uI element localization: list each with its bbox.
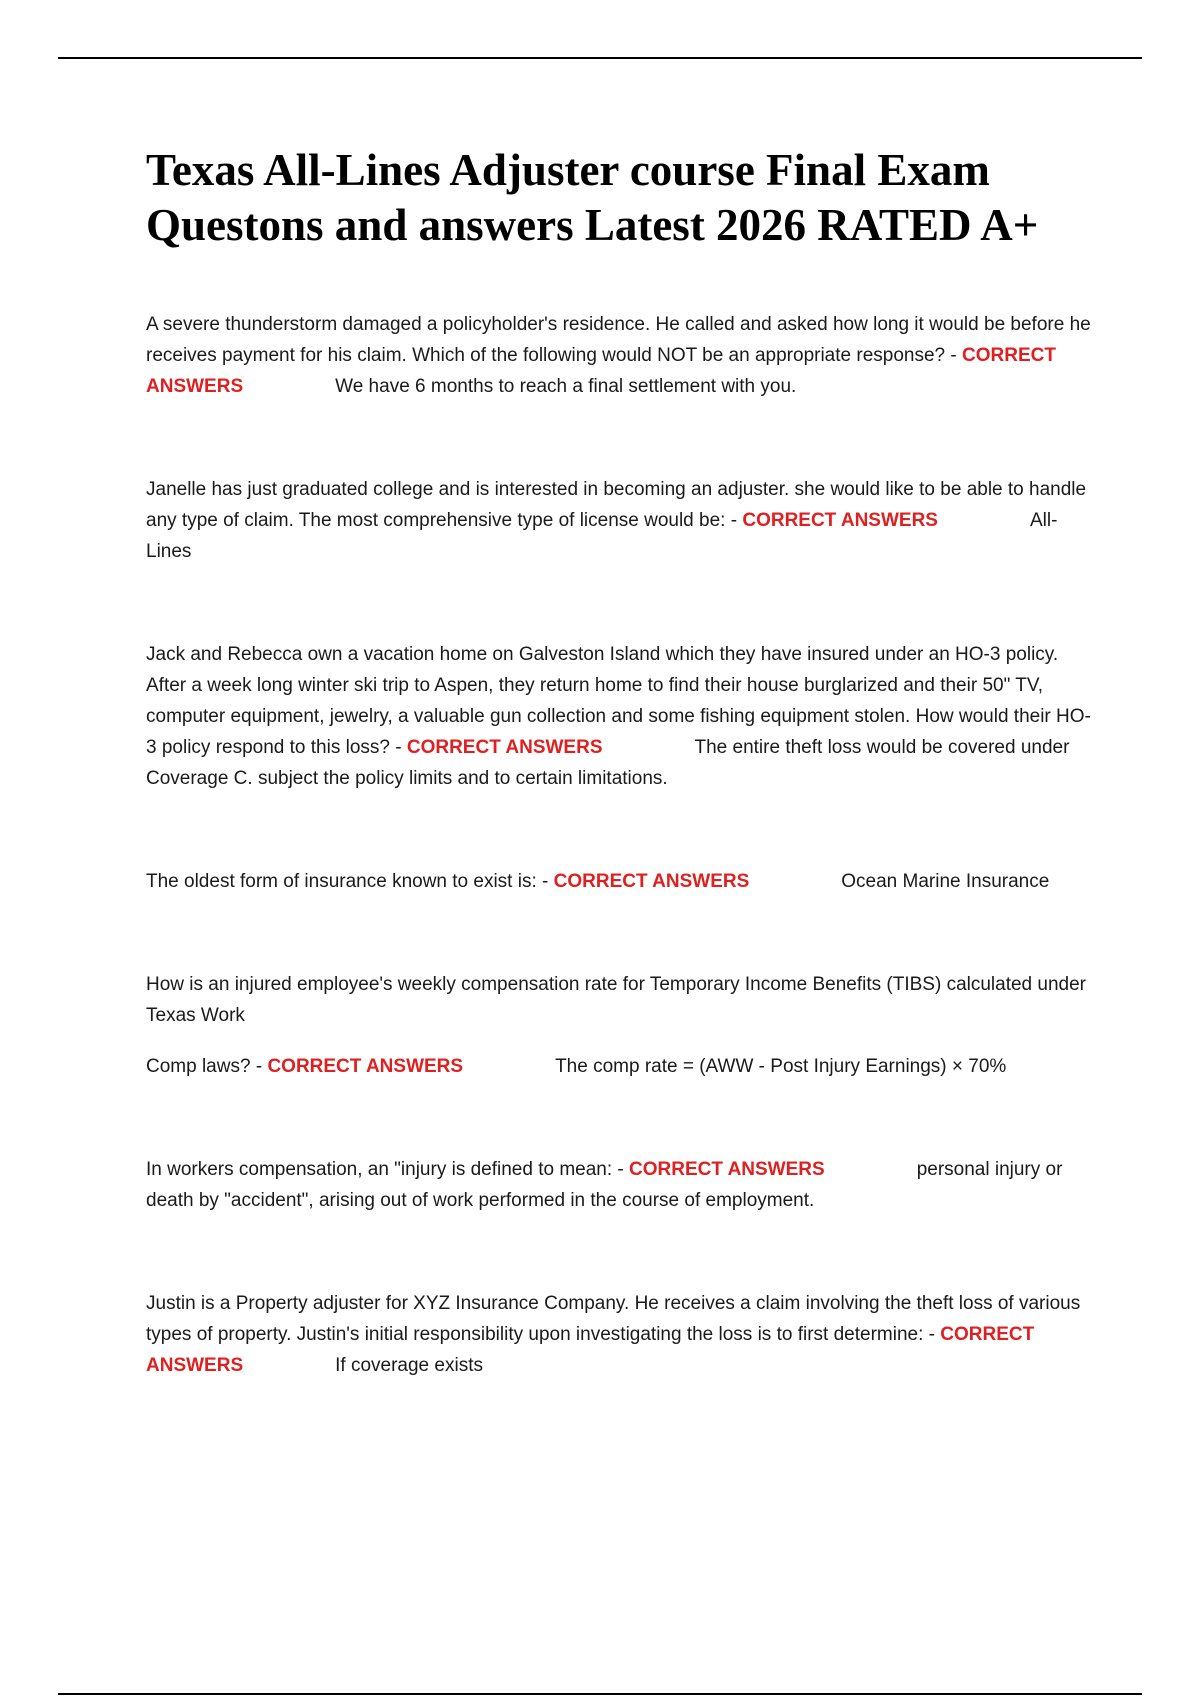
question-text: Justin is a Property adjuster for XYZ Insurance Company. He receives a claim involving the theft loss of various types of property. Justin's initial responsibility upon investigating the loss is to first determine: -: [146, 1293, 1081, 1345]
qa-paragraph: [146, 866, 1092, 897]
answer-text: If coverage exists: [335, 1355, 483, 1376]
qa-list: [146, 309, 1092, 1381]
qa-item: [146, 639, 1092, 794]
answer-text: The entire theft loss would be covered under Coverage C. subject the policy limits and to certain limitations.: [146, 737, 1070, 789]
correct-answers-label: CORRECT ANSWERS: [406, 737, 603, 758]
question-text: Janelle has just graduated college and is interested in becoming an adjuster. she would like to be able to handle any type of claim. The most comprehensive type of license would be: -: [146, 479, 1087, 531]
qa-item: [146, 474, 1092, 567]
qa-item: [146, 309, 1092, 402]
qa-item: [146, 969, 1092, 1082]
question-text: How is an injured employee's weekly compensation rate for Temporary Income Benefits (TIBS) calculated under Texas Work: [146, 974, 1086, 1026]
bottom-rule: [58, 1693, 1142, 1695]
correct-answers-label: CORRECT ANSWERS: [553, 871, 750, 892]
answer-text: All-Lines: [146, 510, 1058, 562]
correct-answers-label: CORRECT ANSWERS: [267, 1056, 464, 1077]
correct-answers-label: CORRECT ANSWERS: [146, 1324, 1035, 1376]
qa-item: [146, 1288, 1092, 1381]
document-title: Texas All-Lines Adjuster course Final Exam Questons and answers Latest 2026 RATED A+: [146, 145, 1039, 250]
question-text: The oldest form of insurance known to exist is: -: [146, 871, 549, 892]
question-text: Jack and Rebecca own a vacation home on Galveston Island which they have insured under an HO-3 policy. After a week long winter ski trip to Aspen, they return home to find their house burglarized and their 50" TV, computer equipment, jewelry, a valuable gun collection and some fishing equipment stolen. How would their HO-3 policy respond to this loss? -: [146, 644, 1091, 758]
qa-paragraph: [146, 309, 1092, 402]
qa-paragraph: [146, 1288, 1092, 1381]
question-text: Comp laws? -: [146, 1056, 263, 1077]
document-page: [146, 143, 1092, 1453]
qa-paragraph: [146, 639, 1092, 794]
question-text: In workers compensation, an "injury is defined to mean: -: [146, 1159, 624, 1180]
qa-paragraph: [146, 1154, 1092, 1216]
top-rule: [58, 57, 1142, 59]
qa-item: [146, 1154, 1092, 1216]
question-text: A severe thunderstorm damaged a policyholder's residence. He called and asked how long it would be before he receives payment for his claim. Which of the following would NOT be an appropriate response? -: [146, 314, 1091, 366]
correct-answers-label: CORRECT ANSWERS: [146, 345, 1056, 397]
answer-text: The comp rate = (AWW - Post Injury Earnings) × 70%: [555, 1056, 1007, 1077]
qa-paragraph: [146, 1051, 1092, 1082]
answer-text: Ocean Marine Insurance: [841, 871, 1050, 892]
correct-answers-label: CORRECT ANSWERS: [629, 1159, 825, 1180]
correct-answers-label: CORRECT ANSWERS: [742, 510, 938, 531]
answer-text: We have 6 months to reach a final settlement with you.: [335, 376, 797, 397]
qa-paragraph: [146, 474, 1092, 567]
qa-item: [146, 866, 1092, 897]
answer-text: personal injury or death by "accident", arising out of work performed in the course of employment.: [146, 1159, 1063, 1211]
